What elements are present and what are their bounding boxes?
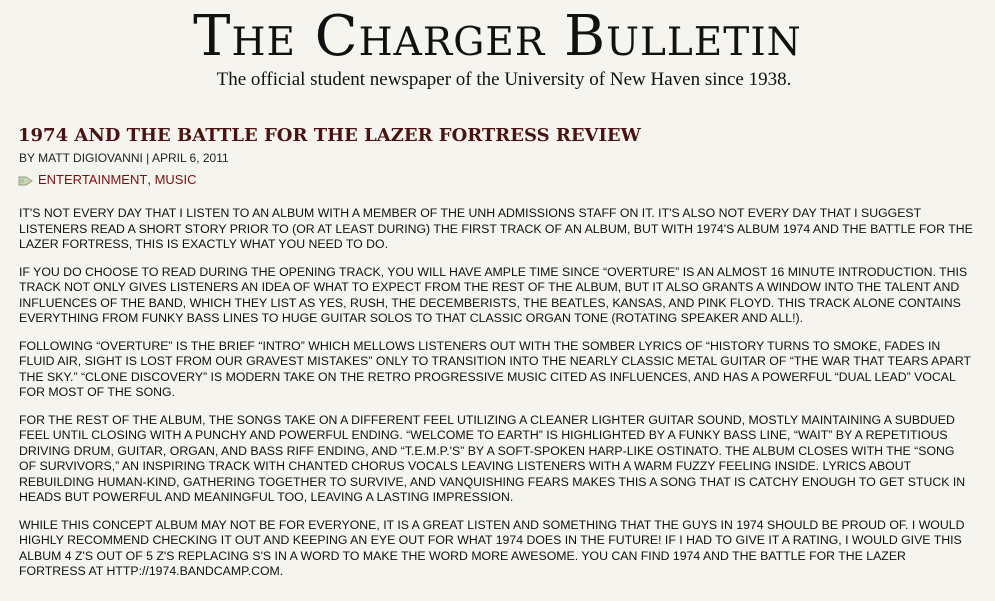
article-title[interactable]: 1974 AND THE BATTLE FOR THE LAZER FORTRESS REVIEW: [18, 125, 641, 146]
byline: [19, 150, 229, 166]
byline-date: APRIL 6, 2011: [151, 151, 229, 165]
category-separator: ,: [147, 172, 151, 187]
article-paragraph: IF YOU DO CHOOSE TO READ DURING THE OPENING TRACK, YOU WILL HAVE AMPLE TIME SINCE “OVERTURE” IS AN ALMOST 16 MINUTE INTRODUCTION. THIS TRACK NOT ONLY GIVES LISTENERS AN IDEA OF WHAT TO EXPECT FROM THE REST OF THE ALBUM, BUT IT ALSO GRANTS A WINDOW INTO THE TALENT AND INFLUENCES OF THE BAND, WHICH THEY LIST AS YES, RUSH, THE DECEMBERISTS, THE BEATLES, KANSAS, AND PINK FLOYD. THIS TRACK ALONE CONTAINS EVERYTHING FROM FUNKY BASS LINES TO HUGE GUITAR SOLOS TO THAT CLASSIC ORGAN TONE (ROTATING SPEAKER AND ALL!).: [19, 264, 968, 325]
masthead: [0, 0, 995, 106]
article-paragraph: WHILE THIS CONCEPT ALBUM MAY NOT BE FOR EVERYONE, IT IS A GREAT LISTEN AND SOMETHING THAT THE GUYS IN 1974 SHOULD BE PROUD OF. I WOULD HIGHLY RECOMMEND CHECKING IT OUT AND KEEPING AN EYE OUT FOR WHAT 1974 DOES IN THE FUTURE! IF I HAD TO GIVE IT A RATING, I WOULD GIVE THIS ALBUM 4 Z'S OUT OF 5 Z'S REPLACING S'S IN A WORD TO MAKE THE WORD MORE AWESOME. YOU CAN FIND 1974 AND THE BATTLE FOR THE LAZER FORTRESS AT HTTP://1974.BANDCAMP.COM.: [19, 517, 965, 578]
tag-icon: [18, 174, 34, 186]
site-tagline: The official student newspaper of the University of New Haven since 1938.: [216, 69, 792, 90]
category-link-music[interactable]: MUSIC: [154, 172, 197, 187]
article-paragraph: FOLLOWING “OVERTURE” IS THE BRIEF “INTRO” WHICH MELLOWS LISTENERS OUT WITH THE SOMBER LYRICS OF “HISTORY TURNS TO SMOKE, FADES IN FLUID AIR, SIGHT IS LOST FROM OUR GRAVEST MISTAKES” ONLY TO TRANSITION INTO THE NEARLY CLASSIC METAL GUITAR OF “THE WAR THAT TEARS APART THE SKY.” “CLONE DISCOVERY” IS MODERN TAKE ON THE RETRO PROGRESSIVE MUSIC CITED AS INFLUENCES, AND HAS A POWERFUL “DUAL LEAD” VOCAL FOR MOST OF THE SONG.: [19, 338, 971, 399]
byline-prefix: BY: [19, 151, 35, 165]
article-body: [19, 206, 974, 592]
byline-separator: |: [146, 151, 150, 165]
article-paragraph: IT'S NOT EVERY DAY THAT I LISTEN TO AN ALBUM WITH A MEMBER OF THE UNH ADMISSIONS STAFF ON IT. IT'S ALSO NOT EVERY DAY THAT I SUGGEST LISTENERS READ A SHORT STORY PRIOR TO (OR AT LEAST DURING) THE FIRST TRACK OF AN ALBUM, BUT WITH 1974'S ALBUM 1974 AND THE BATTLE FOR THE LAZER FORTRESS, THIS IS EXACTLY WHAT YOU NEED TO DO.: [19, 206, 973, 251]
site-title[interactable]: The Charger Bulletin: [193, 4, 802, 69]
article-paragraph: FOR THE REST OF THE ALBUM, THE SONGS TAKE ON A DIFFERENT FEEL UTILIZING A CLEANER LIGHTER GUITAR SOUND, MOSTLY MAINTAINING A SUBDUED FEEL UNTIL CLOSING WITH A PUNCHY AND POWERFUL ENDING. “WELCOME TO EARTH” IS HIGHLIGHTED BY A FUNKY BASS LINE, “WAIT” BY A REPETITIOUS DRIVING DRUM, GUITAR, ORGAN, AND BASS RIFF ENDING, AND “T.E.M.P.'S” BY A SOFT-SPOKEN HARP-LIKE OSTINATO. THE ALBUM CLOSES WITH THE “SONG OF SURVIVORS,” AN INSPIRING TRACK WITH CHANTED CHORUS VOCALS LEAVING LISTENERS WITH A WARM FUZZY FEELING INSIDE. LYRICS ABOUT REBUILDING HUMAN-KIND, GATHERING TOGETHER TO SURVIVE, AND VANQUISHING FEARS MAKES THIS A SONG THAT IS CATCHY ENOUGH TO GET STUCK IN HEADS BUT POWERFUL AND MEANINGFUL TOO, LEAVING A LASTING IMPRESSION.: [19, 412, 966, 504]
category-list: [18, 171, 196, 189]
category-link-entertainment[interactable]: ENTERTAINMENT: [38, 172, 148, 187]
byline-author: MATT DIGIOVANNI: [38, 151, 143, 165]
